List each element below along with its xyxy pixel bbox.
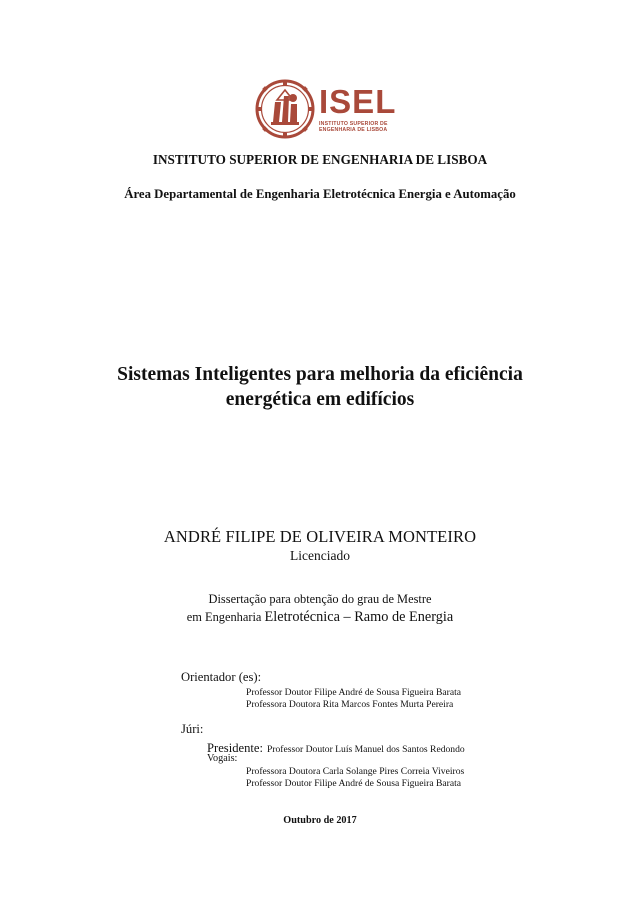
- president-label: Presidente:: [207, 741, 263, 755]
- program-name: Eletrotécnica – Ramo de Energia: [264, 609, 454, 625]
- jury-president: [207, 739, 465, 757]
- supervisor-name: Professor Doutor Filipe André de Sousa Figueira Barata: [246, 687, 462, 698]
- supervisors-label: Orientador (es):: [181, 670, 262, 684]
- jury-label: Júri:: [181, 722, 204, 736]
- author-degree: Licenciado: [290, 548, 350, 563]
- supervisor-name: Professora Doutora Rita Marcos Fontes Murta Pereira: [246, 699, 454, 710]
- program-prefix: em Engenharia: [186, 610, 262, 624]
- author-name: ANDRÉ FILIPE DE OLIVEIRA MONTEIRO: [163, 527, 477, 546]
- isel-wordmark: ISEL: [319, 83, 397, 120]
- isel-emblem-icon: [255, 78, 315, 140]
- thesis-title: [0, 362, 640, 412]
- jury-member-name: Professor Doutor Filipe André de Sousa Figueira Barata: [246, 778, 462, 789]
- dissertation-purpose: Dissertação para obtenção do grau de Mestre: [208, 592, 432, 606]
- president-name: Professor Doutor Luís Manuel dos Santos Redondo: [266, 744, 465, 755]
- institution-name: INSTITUTO SUPERIOR DE ENGENHARIA DE LISBOA: [152, 152, 488, 167]
- isel-logo: [255, 78, 397, 140]
- submission-date: Outubro de 2017: [283, 815, 357, 826]
- department-name: Área Departamental de Engenharia Eletrotécnica Energia e Automação: [124, 187, 516, 201]
- jury-members-label: Vogais:: [207, 753, 238, 764]
- thesis-title-line1: Sistemas Inteligentes para melhoria da eficiência: [117, 364, 523, 385]
- thesis-title-line2: energética em edifícios: [225, 389, 415, 410]
- dissertation-program: [0, 609, 640, 626]
- logo-subtitle-line2: ENGENHARIA DE LISBOA: [319, 127, 388, 133]
- logo-subtitle-line1: INSTITUTO SUPERIOR DE: [319, 121, 388, 127]
- jury-member-name: Professora Doutora Carla Solange Pires Correia Viveiros: [246, 766, 465, 777]
